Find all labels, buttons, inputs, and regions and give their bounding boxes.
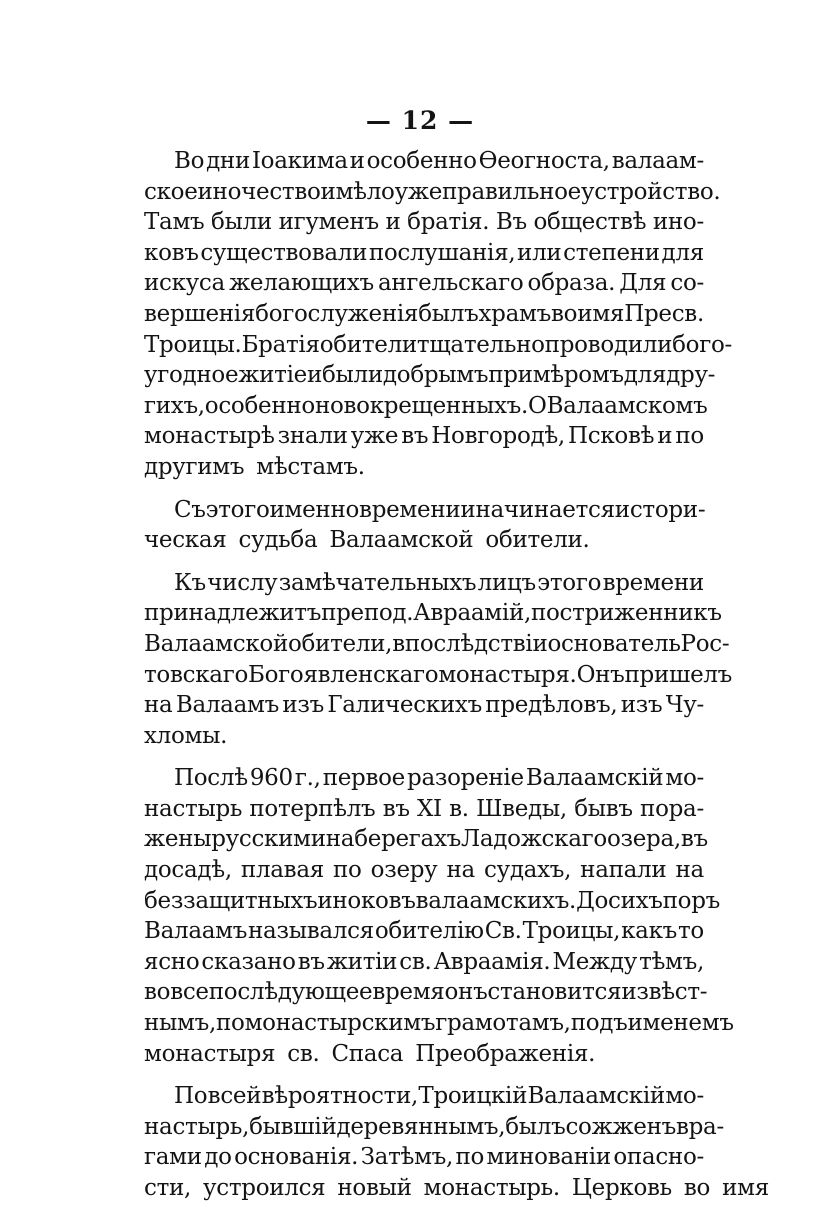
text-line: настырь потерпѣлъ въ XI в. Шведы, бывъ пора-	[144, 795, 704, 822]
text-line: угодное житіе и были добрымъ примѣромъ для дру-	[144, 362, 716, 389]
text-line: нымъ, по монастырскимъ грамотамъ, подъ именемъ	[144, 1010, 734, 1037]
text-line: ческая судьба Валаамской обители.	[144, 527, 590, 554]
text-line: Послѣ 960 г., первое разореніе Валаамскій мо-	[174, 765, 704, 792]
paragraph	[144, 146, 732, 483]
text-line: Къ числу замѣчательныхъ лицъ этого времени	[174, 569, 704, 596]
text-line: беззащитныхъ иноковъ валаамскихъ. До сихъ поръ	[144, 887, 720, 914]
text-line: Тамъ были игуменъ и братія. Въ обществѣ ино-	[144, 209, 704, 236]
text-line: Во дни Іоакима и особенно Ѳеогноста, валаам-	[174, 148, 704, 174]
text-line: досадѣ, плавая по озеру на судахъ, напали на	[144, 857, 704, 884]
text-line: жены русскими на берегахъ Ладожскаго озера, въ	[144, 826, 708, 853]
text-line: монастырѣ знали уже въ Новгородѣ, Псковѣ и по	[144, 423, 704, 450]
text-line: Троицы. Братія обители тщательно проводили бого-	[144, 331, 732, 358]
text-line: Валаамъ назывался обителію Св. Троицы, какъ то	[144, 918, 704, 945]
text-line: настырь, бывшій деревяннымъ, былъ сожженъ вра-	[144, 1113, 724, 1140]
text-line: Съ этого именно времени и начинается истори-	[174, 496, 706, 523]
text-line: ское иночество имѣло уже правильное устройство.	[144, 178, 721, 205]
text-line: гами до основанія. Затѣмъ, по минованіи опасно-	[144, 1144, 704, 1171]
text-body	[144, 146, 769, 1216]
text-line: гихъ, особенно новокрещенныхъ. О Валаамскомъ	[144, 392, 708, 419]
text-line: принадлежитъ препод. Авраамій, постриженникъ	[144, 600, 722, 627]
text-line: Валаамской обители, впослѣдствіи основатель Рос-	[144, 630, 730, 657]
text-line: вершенія богослуженія былъ храмъ во имя Пресв.	[144, 300, 704, 327]
page-number: — 12 —	[365, 106, 475, 135]
text-line: во все послѣдующее время онъ становится извѣст-	[144, 979, 708, 1006]
paragraph	[144, 568, 733, 752]
text-line: монастыря св. Спаса Преображенія.	[144, 1040, 596, 1067]
text-line: хломы.	[144, 722, 228, 749]
paragraph	[144, 495, 704, 556]
text-line: другимъ мѣстамъ.	[144, 453, 365, 480]
text-line: товскаго Богоявленскаго монастыря. Онъ пришелъ	[144, 661, 733, 688]
paragraph	[144, 1081, 769, 1203]
text-line: искуса желающихъ ангельскаго образа. Для со-	[144, 270, 704, 297]
text-line: на Валаамъ изъ Галическихъ предѣловъ, изъ Чу-	[144, 692, 704, 719]
text-line: ясно сказано въ житіи св. Авраамія. Между тѣмъ,	[144, 948, 704, 975]
text-line: ковъ существовали послушанія, или степени для	[144, 239, 704, 266]
text-line: По всей вѣроятности, Троицкій Валаамскій мо-	[174, 1083, 704, 1110]
paragraph	[144, 763, 734, 1069]
text-line: сти, устроился новый монастырь. Церковь во имя	[144, 1175, 769, 1201]
